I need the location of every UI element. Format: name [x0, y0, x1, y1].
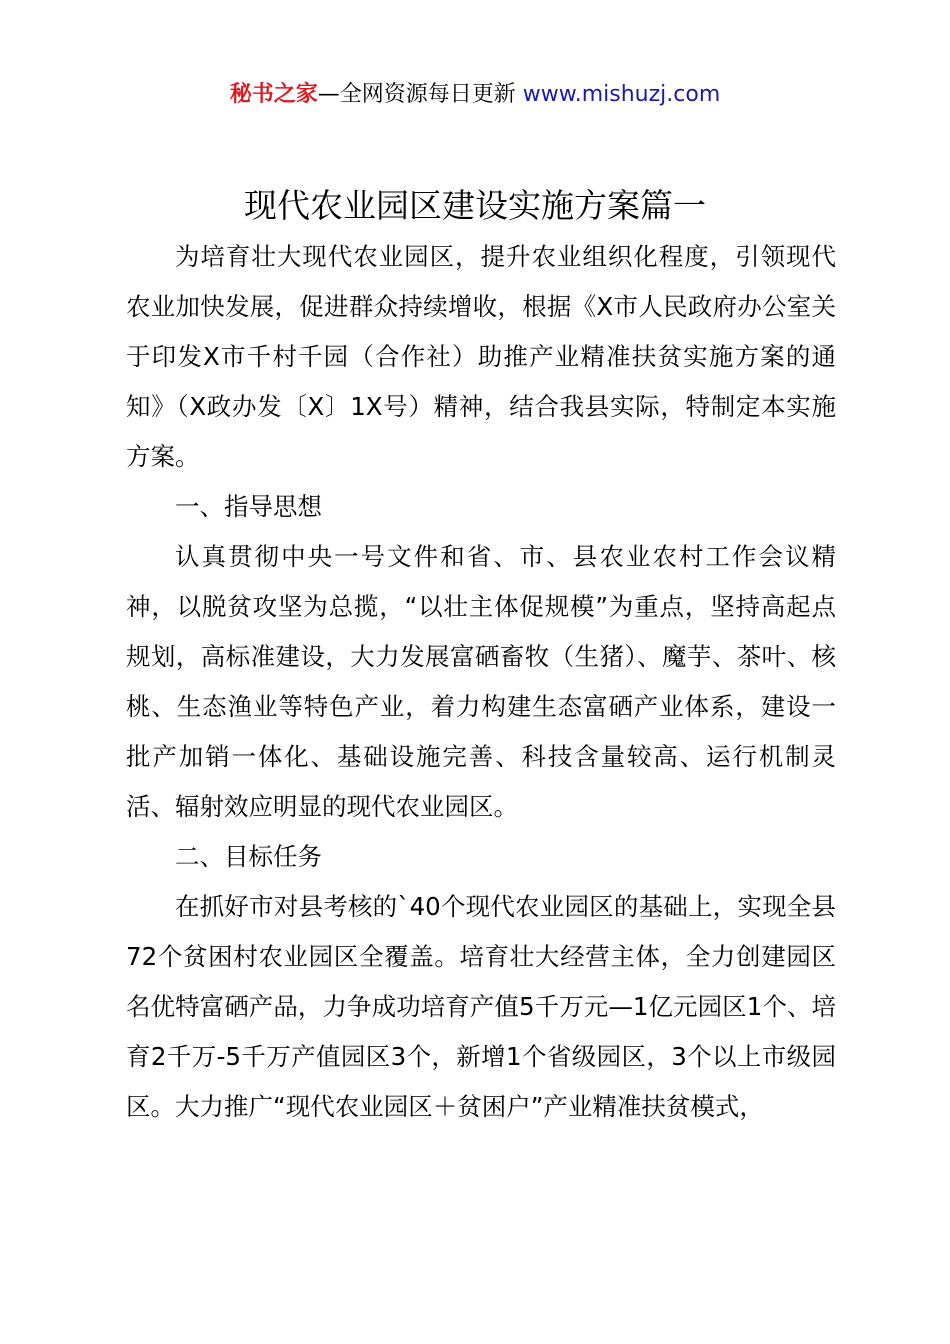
site-url-link[interactable]: www.mishuzj.com — [522, 82, 721, 107]
goals-tasks-paragraph: 在抓好市对县考核的`40个现代农业园区的基础上，实现全县72个贫困村农业园区全覆盖。培育壮大经营主体，全力创建园区名优特富硒产品，力争成功培育产值5千万元—1亿元园区1个、培育2千万-5千万产值园区3个，新增1个省级园区，3个以上市级园区。大力推广“现代农业园区＋贫困户”产业精准扶贫模式， — [126, 892, 836, 1121]
section-heading-goals-tasks: 二、目标任务 — [175, 842, 322, 871]
intro-paragraph: 为培育壮大现代农业园区，提升农业组织化程度，引领现代农业加快发展，促进群众持续增收，根据《X市人民政府办公室关于印发X市千村千园（合作社）助推产业精准扶贫实施方案的通知》（X政办发〔X〕1X号）精神，结合我县实际，特制定本实施方案。 — [126, 242, 836, 471]
document-body — [126, 232, 836, 1132]
site-header — [0, 78, 950, 112]
guiding-ideology-paragraph: 认真贯彻中央一号文件和省、市、县农业农村工作会议精神，以脱贫攻坚为总揽，“以壮主体促规模”为重点，坚持高起点规划，高标准建设，大力发展富硒畜牧（生猪）、魔芋、茶叶、核桃、生态渔业等特色产业，着力构建生态富硒产业体系，建设一批产加销一体化、基础设施完善、科技含量较高、运行机制灵活、辐射效应明显的现代农业园区。 — [126, 542, 836, 821]
brand-name: 秘书之家 — [229, 82, 318, 107]
section-heading-guiding-ideology: 一、指导思想 — [175, 492, 322, 521]
site-tagline: —全网资源每日更新 — [317, 82, 516, 107]
document-title: 现代农业园区建设实施方案篇一 — [244, 186, 706, 225]
